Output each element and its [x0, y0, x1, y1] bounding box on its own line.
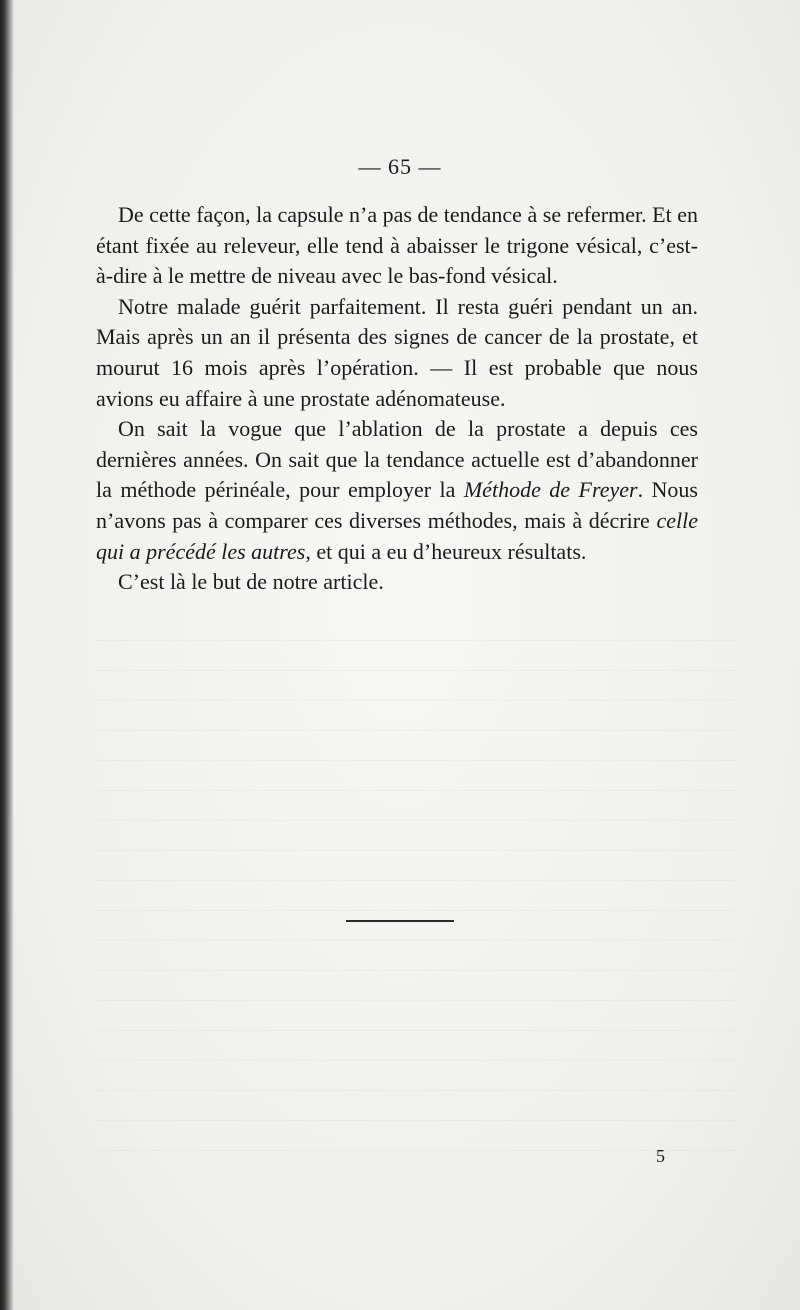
paragraph-3-part-2: . Nous n’avons pas à comparer ces diverses méthodes, mais à décrire: [96, 477, 698, 533]
paragraph-3-part-3: , et qui a eu d’heureux résultats.: [305, 538, 587, 564]
paragraph-3-part-1: On sait la vogue que l’ablation de la prostate a depuis ces dernières années. On sait que la tendance actuelle est d’abandonner la méthode périnéale, pour employer la: [96, 416, 698, 503]
paragraph-1: De cette façon, la capsule n’a pas de tendance à se refermer. Et en étant fixée au releveur, elle tend à abaisser le trigone vésical, c’est-à-dire à le mettre de niveau avec le bas-fond vésical.: [96, 202, 698, 289]
paragraph-2: Notre malade guérit parfaitement. Il resta guéri pendant un an. Mais après un an il présenta des signes de cancer de la prostate, et mourut 16 mois après l’opération. — Il est probable que nous avions eu affaire à une prostate adénomateuse.: [96, 293, 698, 411]
page-binding-edge: [0, 0, 14, 1310]
section-end-rule: [346, 920, 454, 922]
body-text: [96, 200, 698, 598]
paragraph-3: [96, 414, 698, 567]
paragraph-3-italic-phrase: celle qui a précédé les autres: [96, 507, 698, 564]
paragraph-3-italic-method: Méthode de Freyer: [463, 477, 638, 503]
bleed-through-shadow: [96, 640, 736, 1160]
page-number-header: — 65 —: [358, 154, 442, 179]
paragraph-4: C’est là le but de notre article.: [118, 569, 384, 595]
signature-mark: 5: [656, 1146, 665, 1166]
